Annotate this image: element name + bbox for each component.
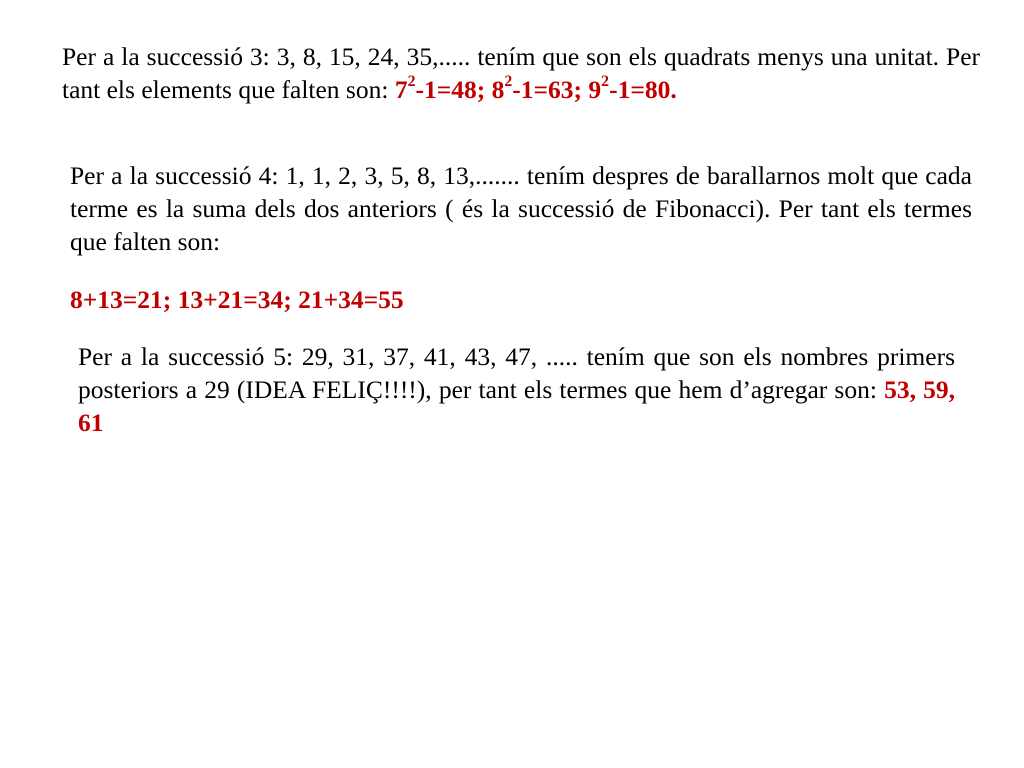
answer-7-exponent: 2 (407, 73, 416, 91)
succession-4-paragraph (70, 159, 972, 258)
succession-4-answer: 8+13=21; 13+21=34; 21+34=55 (70, 285, 404, 314)
answer-9-exponent: 2 (601, 73, 610, 91)
succession-3-text: Per a la successió 3: 3, 8, 15, 24, 35,..... tením que son els quadrats menys una unitat. Per tant els elements que falten son: (62, 42, 980, 104)
succession-4-text: Per a la successió 4: 1, 1, 2, 3, 5, 8, 13,....... tením despres de barallarnos molt que cada terme es la suma dels dos anteriors ( és la successió de Fibonacci). Per tant els termes que falten son: (70, 161, 972, 256)
succession-5-text: Per a la successió 5: 29, 31, 37, 41, 43, 47, ..... tením que son els nombres primers posteriors a 29 (IDEA FELIÇ!!!!), per tant els termes que hem d’agregar son: (78, 342, 955, 404)
answer-8-rest: -1=63; (512, 75, 589, 104)
answer-9-base: 9 (588, 75, 602, 104)
succession-3-paragraph (62, 40, 980, 106)
succession-5-paragraph (78, 340, 955, 439)
answer-8-exponent: 2 (504, 73, 513, 91)
answer-7-rest: -1=48; (415, 75, 492, 104)
succession-5-answer: 53, 59, 61 (78, 375, 956, 437)
answer-7-base: 7 (394, 75, 408, 104)
succession-3-answer (395, 75, 677, 104)
answer-9-rest: -1=80. (609, 75, 677, 104)
answer-8-base: 8 (491, 75, 505, 104)
